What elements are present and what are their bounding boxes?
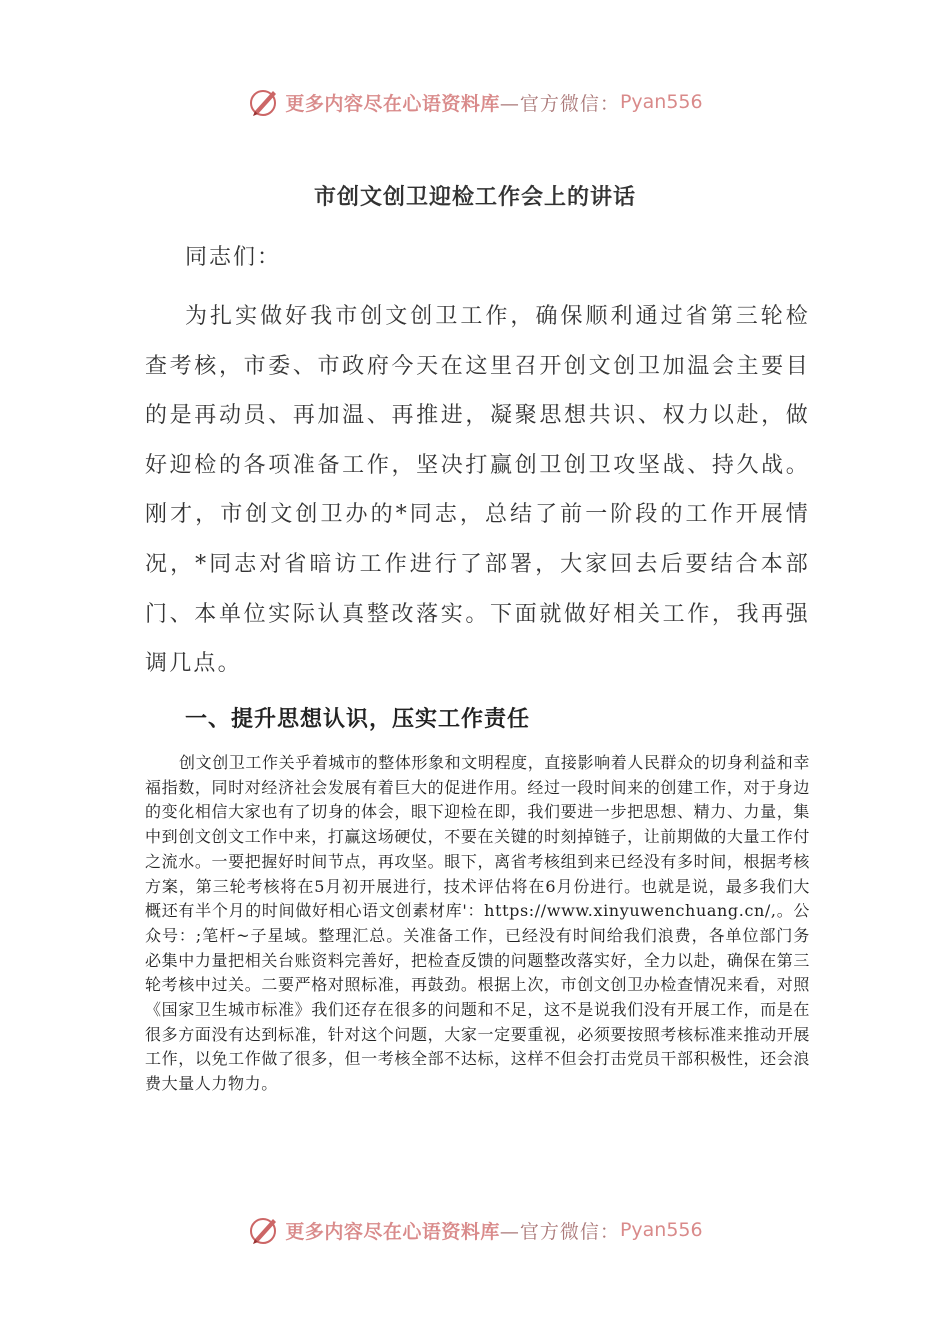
banner-text-id: Pyan556 <box>619 1219 703 1241</box>
intro-paragraph: 为扎实做好我市创文创卫工作，确保顺利通过省第三轮检查考核，市委、市政府今天在这里召开创文创卫加温会主要目的是再动员、再加温、再推进，凝聚思想共识、权力以赴，做好迎检的各项准备工作，坚决打赢创卫创卫攻坚战、持久战。刚才，市创文创卫办的*同志，总结了前一阶段的工作开展情况，*同志对省暗访工作进行了部署，大家回去后要结合本部门、本单位实际认真整改落实。下面就做好相关工作，我再强调几点。 <box>145 304 810 677</box>
section-body-1: 创文创卫工作关乎着城市的整体形象和文明程度，直接影响着人民群众的切身利益和幸福指数，同时对经济社会发展有着巨大的促进作用。经过一段时间来的创建工作，对于身边的变化相信大家也有了切身的体会，眼下迎检在即，我们要进一步把思想、精力、力量，集中到创文创文工作中来，打赢这场硬仗，不要在关键的时刻掉链子，让前期做的大量工作付之流水。一要把握好时间节点，再攻坚。眼下，离省考核组到来已经没有多时间，根据考核方案，第三轮考核将在5月初开展进行，技术评估将在6月份进行。也就是说，最多我们大概还有半个月的时间做好相心语文创素材库'：https://www.xinyuwenchuang.cn/,。公众号：;笔杆~子星域。整理汇总。关准备工作，已经没有时间给我们浪费，各单位部门务必集中力量把相关台账资料完善好，把检查反馈的问题整改落实好，全力以赴，确保在第三轮考核中过关。二要严格对照标准，再鼓劲。根据上次，市创文创卫办检查情况来看，对照《国家卫生城市标准》我们还存在很多的问题和不足，这不是说我们没有开展工作，而是在很多方面没有达到标准，针对这个问题，大家一定要重视，必须要按照考核标准来推动开展工作，以免工作做了很多，但一考核全部不达标，这样不但会打击党员干部积极性，还会浪费大量人力物力。 <box>145 753 810 1094</box>
watermark-banner-top <box>0 80 950 124</box>
pen-logo-icon <box>247 85 281 119</box>
pen-logo-icon <box>247 1213 281 1247</box>
banner-text-wechat: —官方微信： <box>499 1220 620 1243</box>
document-title: 市创文创卫迎检工作会上的讲话 <box>313 184 636 210</box>
section-heading-1: 一、提升思想认识，压实工作责任 <box>185 706 531 732</box>
watermark-banner-bottom <box>0 1208 950 1252</box>
banner-text-main: 更多内容尽在心语资料库 <box>285 1220 500 1243</box>
banner-text-main: 更多内容尽在心语资料库 <box>285 92 500 115</box>
banner-text-wechat: —官方微信： <box>499 92 620 115</box>
banner-text-id: Pyan556 <box>619 91 703 113</box>
greeting: 同志们： <box>185 245 282 270</box>
